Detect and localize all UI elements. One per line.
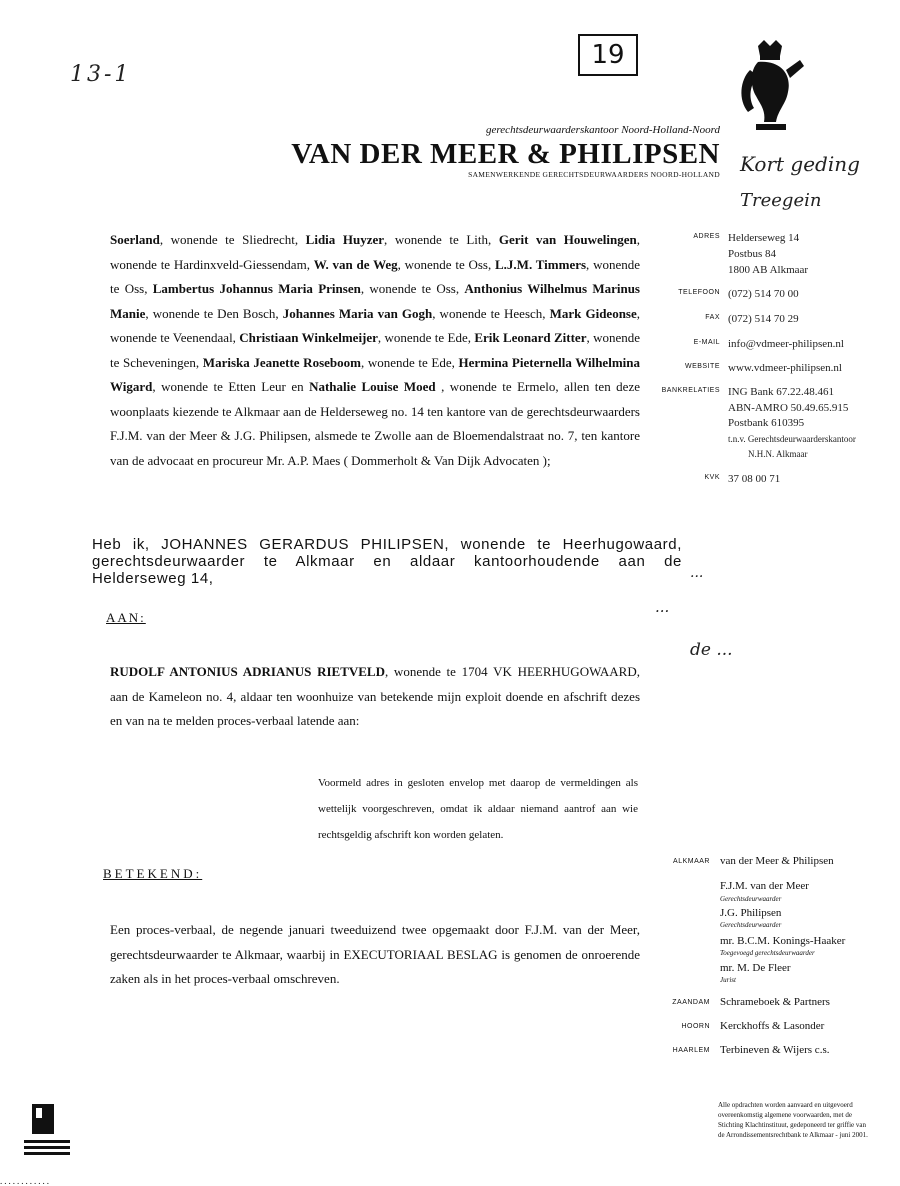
office-firm-alkmaar: van der Meer & Philipsen [720, 855, 834, 867]
footer-terms-note: Alle opdrachten worden aanvaard en uitgevoerd overeenkomstig algemene voorwaarden, met de Stichting Klachtinstituut, gedeponeerd ter griffie van de Arrondissementsrechtbank te Alkmaar - juni 2001. [718, 1101, 868, 1139]
party-details: , wonende te Scheveningen, [110, 330, 641, 370]
party-details: , wonende te Oss, [110, 256, 640, 296]
handwritten-note: ... [655, 598, 670, 616]
party-name: Hermina Pieternella Wilhelmina Wigard [110, 354, 640, 394]
staff-name: mr. B.C.M. Konings-Haaker [720, 935, 846, 947]
bottom-dots: ............ [0, 1176, 51, 1186]
bank-line: Postbank 610395 [728, 417, 805, 429]
bailiff-statement: Heb ik, JOHANNES GERARDUS PHILIPSEN, wonende te Heerhugowaard, gerechtsdeurwaarder te Alkmaar en aldaar kantoorhoudende aan de Helderseweg 14, [92, 536, 682, 587]
office-label-alkmaar: ALKMAAR [673, 858, 710, 865]
party-details: , wonende te Veenendaal, [110, 305, 641, 345]
kvk-number: 37 08 00 71 [728, 473, 781, 485]
staff-role: Jurist [720, 976, 736, 984]
staff-name: J.G. Philipsen [720, 907, 782, 919]
footer-association-logo [22, 1096, 72, 1158]
address-line: Postbus 84 [728, 248, 776, 260]
party-name: W. van de Weg [313, 256, 398, 272]
party-details: , wonende te Sliedrecht, [159, 232, 306, 247]
website-label: WEBSITE [684, 363, 720, 370]
phone-number: (072) 514 70 00 [728, 288, 799, 300]
party-name: Erik Leonard Zitter [474, 330, 587, 345]
recipient-name: RUDOLF ANTONIUS ADRIANUS RIETVELD [110, 664, 385, 679]
party-name: Lambertus Johannus Maria Prinsen [152, 281, 361, 296]
handwritten-note-kort-geding: Kort geding [740, 152, 860, 176]
served-paragraph: Een proces-verbaal, de negende januari tweeduizend twee opgemaakt door F.J.M. van der Meer, gerechtsdeurwaarder te Alkmaar, waarbij in EXECUTORIAAL BESLAG is genomen de onroerende zaken als in het proces-verbaal omschreven. [110, 922, 640, 986]
office-firm-zaandam: Schrameboek & Partners [720, 996, 830, 1008]
party-details: , wonende te Den Bosch, [145, 305, 283, 321]
address-line: 1800 AB Alkmaar [728, 264, 809, 276]
party-name: Lidia Huyzer [305, 232, 385, 247]
staff-role: Gerechtsdeurwaarder [720, 921, 782, 929]
office-label-zaandam: ZAANDAM [672, 999, 710, 1006]
office-label-hoorn: HOORN [681, 1023, 710, 1030]
recipient-details: , wonende te 1704 VK HEERHUGOWAARD, aan de Kameleon no. 4, aldaar ten woonhuize van betekende mijn exploit doende en afschrift dezes en van na te melden proces-verbaal latende aan: [110, 664, 640, 728]
staff-name: F.J.M. van der Meer [720, 880, 809, 892]
party-name: Anthonius Wilhelmus Marinus Manie [110, 281, 640, 321]
handwritten-note-treegein: Treegein [740, 190, 822, 211]
party-details: , wonende te Etten Leur en [152, 379, 310, 394]
party-name: Gerit van Houwelingen [498, 232, 637, 247]
staff-role: Gerechtsdeurwaarder [720, 895, 782, 903]
party-list-paragraph [110, 228, 640, 473]
bank-line: ABN-AMRO 50.49.65.915 [728, 402, 849, 414]
address-line: Helderseweg 14 [728, 232, 800, 244]
email-label: E-MAIL [693, 339, 720, 346]
website-url: www.vdmeer-philipsen.nl [728, 362, 842, 374]
kvk-label: KVK [704, 474, 720, 481]
office-firm-hoorn: Kerckhoffs & Lasonder [720, 1020, 825, 1032]
party-name: Christiaan Winkelmeijer [239, 330, 378, 345]
handwritten-file-reference: 13-1 [70, 62, 132, 87]
party-name: Mark Gideonse [549, 305, 637, 321]
party-details: , wonende te Lith, [384, 232, 499, 247]
party-details: , wonende te Ede, [377, 330, 475, 345]
office-firm-haarlem: Terbineven & Wijers c.s. [720, 1044, 830, 1056]
bank-line: N.H.N. Alkmaar [748, 449, 808, 459]
office-label-haarlem: HAARLEM [672, 1047, 710, 1054]
party-name: Mariska Jeanette Roseboom [202, 354, 361, 370]
party-details: , wonende te Hardinxveld-Giessendam, [110, 232, 641, 272]
phone-label: TELEFOON [678, 289, 720, 296]
bank-line: t.n.v. Gerechtsdeurwaarderskantoor [728, 434, 856, 444]
party-details: , wonende te Oss, [360, 281, 465, 296]
party-details: , wonende te Ermelo, allen ten deze woonplaats kiezende te Alkmaar aan de Helderseweg no. 14 ten kantore van de gerechtsdeurwaarders F.J.M. van der Meer & J.G. Philipsen, alsmede te Zwolle aan de Bloemendalstraat no. 7, ten kantore van de advocaat en procureur Mr. A.P. Maes ( Dommerholt & Van Dijk Advocaten ); [110, 379, 640, 468]
address-label: ADRES [693, 233, 720, 240]
party-name: Soerland [110, 232, 160, 247]
bank-line: ING Bank 67.22.48.461 [728, 386, 835, 398]
party-details: , wonende te Oss, [397, 256, 496, 272]
recipient-paragraph [110, 660, 640, 734]
party-details: , wonende te Heesch, [432, 305, 550, 321]
royal-crest-logo [730, 40, 810, 135]
fax-label: FAX [705, 314, 720, 321]
to-heading: AAN: [106, 610, 146, 625]
served-heading: BETEKEND: [103, 866, 203, 881]
party-name: Johannes Maria van Gogh [282, 305, 433, 321]
firm-subtitle: SAMENWERKENDE GERECHTSDEURWAARDERS NOORD-HOLLAND [468, 170, 720, 179]
handwritten-note: ... [690, 565, 704, 581]
staff-name: mr. M. De Fleer [720, 962, 791, 974]
fax-number: (072) 514 70 29 [728, 313, 799, 325]
email-address: info@vdmeer-philipsen.nl [728, 338, 844, 350]
bank-label: BANKRELATIES [661, 387, 720, 394]
party-name: Nathalie Louise Moed [309, 379, 436, 394]
firm-name: VAN DER MEER & PHILIPSEN [291, 138, 720, 170]
service-stamp-text: Voormeld adres in gesloten envelop met daarop de vermeldingen als wettelijk voorgeschreven, omdat ik aldaar niemand aantrof aan wie rechtsgeldig afschrift kon worden gelaten. [318, 777, 638, 841]
party-details: , wonende te Ede, [360, 354, 459, 370]
handwritten-note: de ... [690, 640, 733, 660]
page-number-box: 19 [578, 34, 638, 76]
party-name: L.J.M. Timmers [495, 256, 587, 272]
office-tagline: gerechtsdeurwaarderskantoor Noord-Holland-Noord [486, 124, 720, 136]
staff-role: Toegevoegd gerechtsdeurwaarder [720, 949, 815, 957]
